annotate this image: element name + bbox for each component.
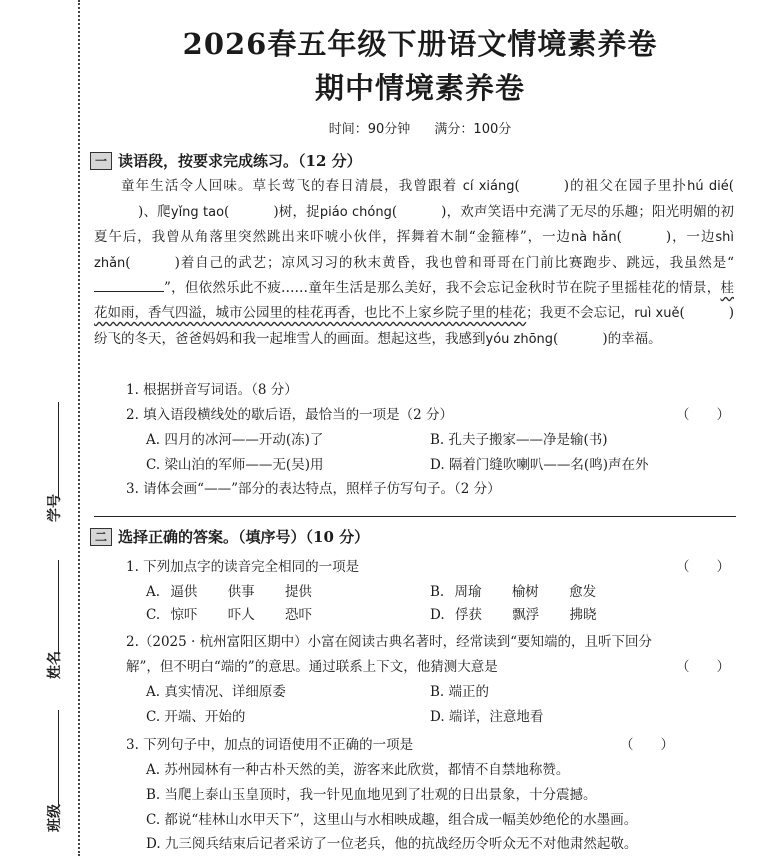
- exam-meta: [90, 118, 750, 137]
- xuehao-write-line: [58, 402, 59, 497]
- pinyin-cixiang: cí xiáng: [462, 179, 515, 194]
- s2-question-2-line2: 解”，但不明白“端的”的意思。通过联系上下文，他猜测大意是: [126, 659, 498, 675]
- s2-question-3: 3. 下列句子中，加点的词语使用不正确的一项是: [126, 737, 414, 753]
- section-1-title: 读语段，按要求完成练习。（12 分）: [118, 152, 362, 170]
- s2-q2-option-d[interactable]: D. 端详，注意地看: [430, 709, 544, 725]
- pinyin-shizhan: shì zhǎn: [94, 230, 734, 271]
- s2-q2-option-c[interactable]: C. 开端、开始的: [146, 709, 246, 725]
- s1-q2-option-b[interactable]: B. 孔夫子搬家——净是输(书): [430, 432, 608, 448]
- s1-question-2: 2. 填入语段横线处的歇后语，最恰当的一项是（2 分）: [126, 407, 454, 423]
- s2-q3-option-b[interactable]: B. 当爬上泰山玉皇顶时，我一针见血地见到了壮观的日出景象，十分震撼。: [146, 787, 597, 803]
- s2-q3-option-c[interactable]: C. 都说“桂林山水甲天下”，这里山与水相映成趣，组合成一幅美妙绝伦的水墨画。: [146, 812, 638, 828]
- xingming-write-line: [58, 560, 59, 655]
- section-2-number: 二: [90, 528, 112, 546]
- s2-q1-option-a[interactable]: A. 逼供 供事 提供: [146, 584, 312, 600]
- full-score: 满分：100分: [434, 122, 512, 137]
- s1-q2-option-d[interactable]: D. 隔着门缝吹喇叭——名(鸣)声在外: [430, 457, 649, 473]
- s1-q2-answer-bracket[interactable]: （ ）: [676, 407, 730, 423]
- time-limit: 时间：90分钟: [328, 122, 411, 137]
- banji-label: 班级: [47, 804, 63, 832]
- s2-q3-option-d[interactable]: D. 九三阅兵结束后记者采访了一位老兵，他的抗战经历令听众无不对他肃然起敬。: [146, 836, 638, 852]
- pinyin-hudie: hú dié: [687, 179, 729, 194]
- xiehouyu-blank-line[interactable]: [94, 279, 164, 292]
- section-1-heading: [90, 150, 362, 171]
- s2-q1-option-b[interactable]: B. 周瑜 榆树 愈发: [430, 584, 597, 600]
- s1-question-1: 1. 根据拼音写词语。（8 分）: [126, 382, 298, 398]
- s1-question-3: 3. 请体会画“——”部分的表达特点，照样子仿写句子。（2 分）: [126, 481, 501, 497]
- s2-q1-answer-bracket[interactable]: （ ）: [676, 559, 730, 575]
- pinyin-nahan: nà hǎn: [570, 230, 617, 246]
- s2-question-2-line1: 2.（2025 · 杭州富阳区期中）小富在阅读古典名著时，经常读到“要知端的，且听下回分: [126, 634, 653, 650]
- s1-q2-option-a[interactable]: A. 四月的冰河——开动(冻)了: [146, 432, 324, 448]
- s2-q1-option-d[interactable]: D. 俘获 飘浮 拂晓: [430, 607, 597, 623]
- wavy-underlined-sentence: 桂花如雨，香气四溢，城市公园里的桂花再香，也比不上家乡院子里的桂花: [94, 280, 734, 321]
- section-2-title: 选择正确的答案。（填序号）（10 分）: [118, 528, 370, 546]
- page-subtitle: 期中情境素养卷: [314, 71, 525, 105]
- binding-dotted-line: [78, 0, 80, 856]
- s2-q3-answer-bracket[interactable]: （ ）: [620, 737, 674, 753]
- reading-passage: 童年生活令人回味。草长莺飞的春日清晨，我曾跟着 cí xiáng( )的祖父在园子里扑hú dié()、爬yǐng tao( )树，捉piáo chóng( )，欢声笑语中充满了无尽的乐趣；阳光明媚的初夏午后，我曾从角落里突然跳出来吓唬小伙伴，挥舞着木制“金箍棒”，一边nà hǎn( )，一边shì zhǎn( )着自己的武艺；凉风习习的秋末黄昏，我也曾和哥哥在门前比赛跑步、跳远，我虽然是“”，但依然乐此不疲……童年生活是那么美好，我不会忘记金秋时节在院子里摇桂花的情景，桂花如雨，香气四溢，城市公园里的桂花再香，也比不上家乡院子里的桂花；我更不会忘记，ruì xuě( )纷飞的冬天，爸爸妈妈和我一起堆雪人的画面。想起这些，我感到yóu zhōng( )的幸福。: [94, 178, 735, 347]
- xingming-label: 姓名: [47, 651, 63, 679]
- pinyin-piaochong: piáo chóng: [319, 204, 392, 220]
- s2-q3-option-a[interactable]: A. 苏州园林有一种古朴天然的美，游客来此欣赏，都情不自禁地称赞。: [146, 762, 570, 778]
- section-2-heading: [90, 526, 369, 547]
- s2-q1-option-c[interactable]: C. 惊吓 吓人 恐吓: [146, 607, 313, 623]
- banji-write-line: [58, 710, 59, 805]
- page-title: 2026春五年级下册语文情境素养卷: [182, 27, 658, 61]
- xuehao-label: 学号: [47, 494, 63, 522]
- section-1-number: 一: [90, 152, 112, 170]
- pinyin-ruixue: ruì xuě: [634, 305, 680, 321]
- pinyin-yingtao: yǐng tao: [170, 204, 225, 220]
- s2-question-1: 1. 下列加点字的读音完全相同的一项是: [126, 559, 360, 575]
- s2-q2-answer-bracket[interactable]: （ ）: [676, 659, 730, 675]
- answer-write-line[interactable]: [94, 516, 736, 517]
- s2-q2-option-a[interactable]: A. 真实情况、详细原委: [146, 684, 286, 700]
- s2-q2-option-b[interactable]: B. 端正的: [430, 684, 490, 700]
- pinyin-youzhong: yóu zhōng: [485, 331, 554, 347]
- s1-q2-option-c[interactable]: C. 梁山泊的军师——无(吴)用: [146, 457, 324, 473]
